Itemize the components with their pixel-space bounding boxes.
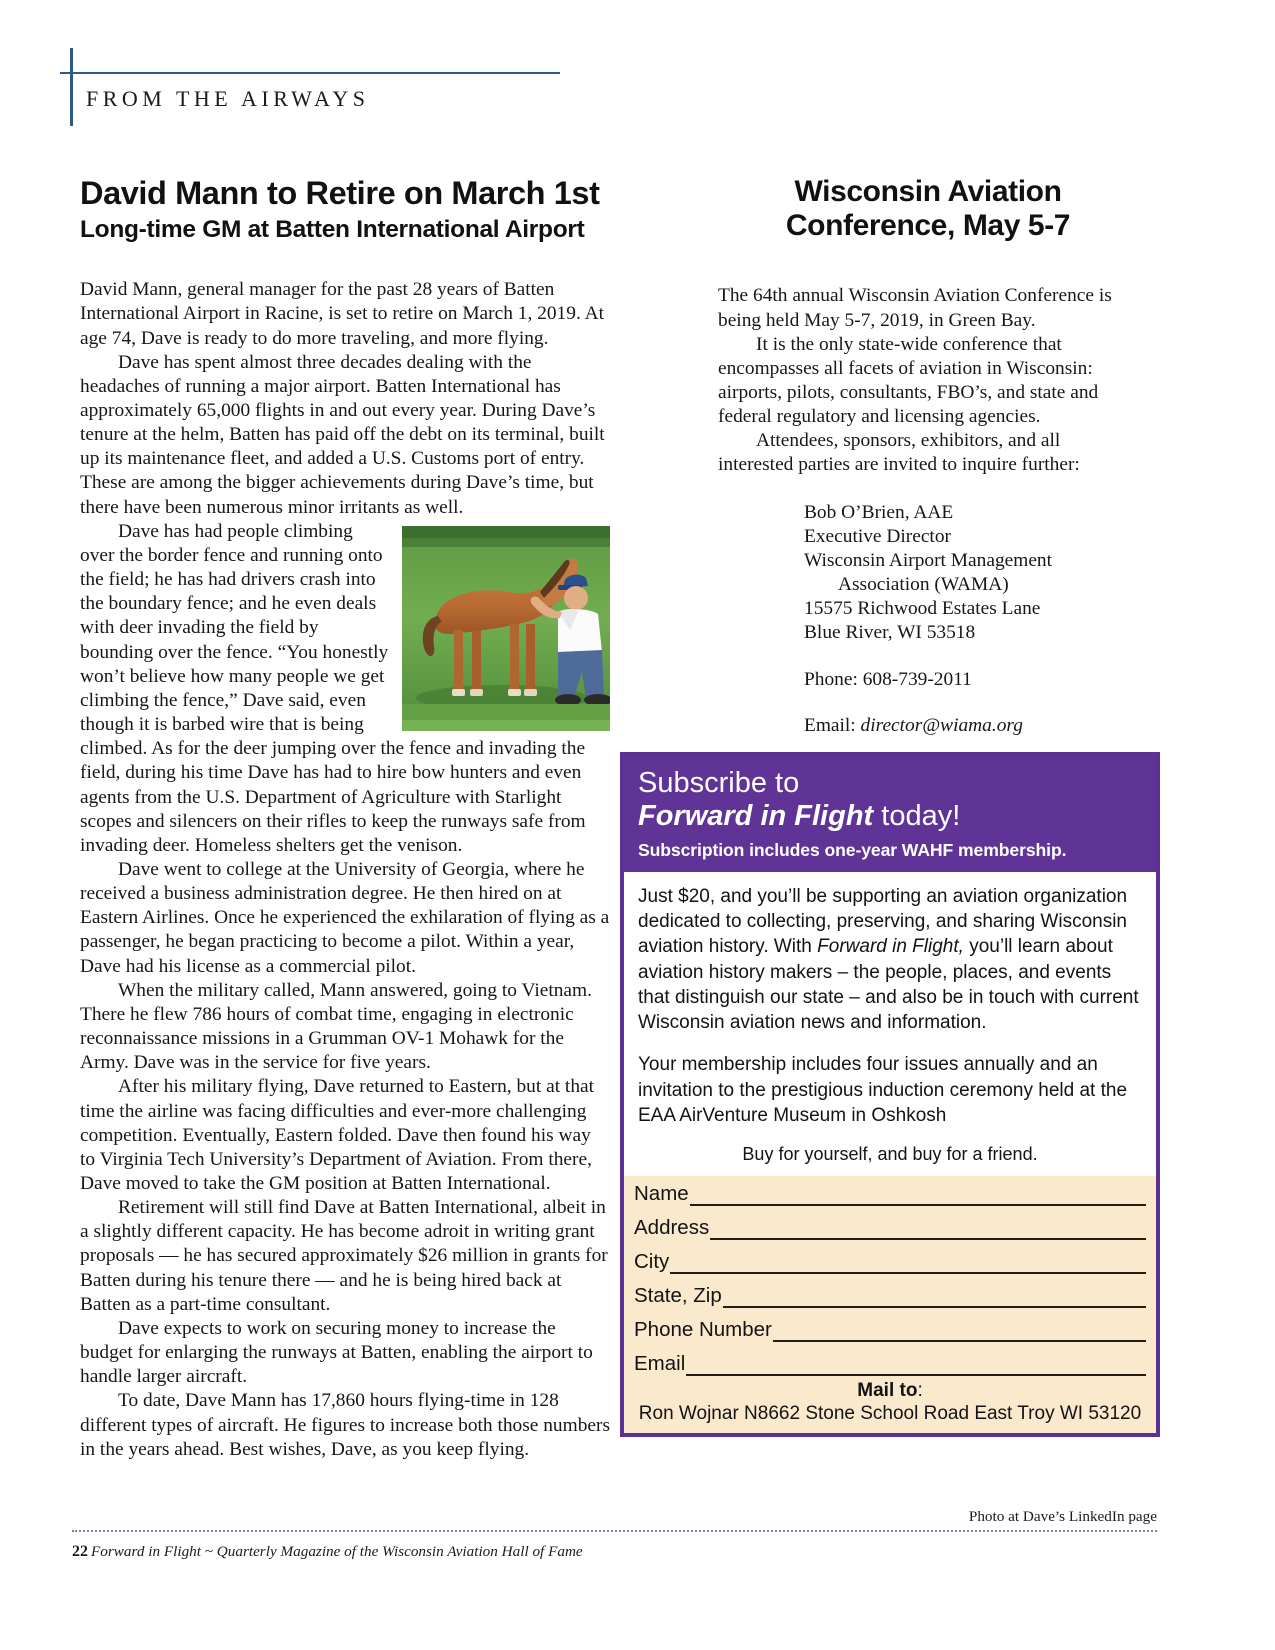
phone-input[interactable] bbox=[773, 1322, 1146, 1342]
masthead-vertical-rule bbox=[70, 48, 73, 126]
form-label-address: Address bbox=[634, 1216, 710, 1240]
contact-org-line1: Wisconsin Airport Management bbox=[804, 549, 1053, 571]
right-article-body bbox=[718, 284, 1138, 477]
subscribe-header-tail: today! bbox=[873, 800, 961, 833]
text-part: Just $20, and you’ll be supporting an aviation organization dedicated to collecting, preserving, and sharing Wisconsin aviation history. With bbox=[638, 885, 1128, 958]
form-row-phone[interactable] bbox=[634, 1318, 1146, 1342]
paragraph: David Mann, general manager for the past 28 years of Batten International Airport in Racine, is set to retire on March 1, 2019. At age 74, Dave is ready to do more traveling, and more flying. bbox=[80, 279, 604, 349]
contact-email-row bbox=[804, 714, 1138, 738]
form-label-state-zip: State, Zip bbox=[634, 1284, 722, 1308]
form-label-email: Email bbox=[634, 1352, 686, 1376]
paragraph: The 64th annual Wisconsin Aviation Conference is being held May 5-7, 2019, in Green Bay. bbox=[718, 285, 1112, 331]
paragraph: It is the only state-wide conference that encompasses all facets of aviation in Wisconsin: airports, pilots, consultants, FBO’s, and state and federal regulatory and licensing agencies. bbox=[718, 333, 1099, 428]
footer-divider bbox=[72, 1530, 1157, 1534]
contact-phone: Phone: 608-739-2011 bbox=[804, 668, 972, 690]
mail-to-address: Ron Wojnar N8662 Stone School Road East Troy WI 53120 bbox=[638, 1403, 1142, 1425]
form-row-state-zip[interactable] bbox=[634, 1284, 1146, 1308]
mail-to-heading bbox=[634, 1380, 1146, 1402]
paragraph: Attendees, sponsors, exhibitors, and all interested parties are invited to inquire further: bbox=[718, 430, 1080, 476]
left-article-subhead: Long-time GM at Batten International Airport bbox=[80, 216, 585, 244]
foal-and-man-photo bbox=[402, 526, 610, 731]
right-column bbox=[718, 175, 1138, 738]
spacer bbox=[804, 692, 1138, 714]
paragraph: When the military called, Mann answered, going to Vietnam. There he flew 786 hours of combat time, engaging in electronic reconnaissance missions in a Grumman OV-1 Mohawk for the Army. Dave was in the service for five years. bbox=[80, 979, 592, 1074]
text-part: you’ll learn about aviation history makers – the people, places, and events that distinguish our state – and also be in touch with current Wisconsin aviation news and information. bbox=[638, 936, 1139, 1034]
subscribe-cta: Buy for yourself, and buy for a friend. bbox=[624, 1138, 1156, 1176]
contact-email-label: Email: bbox=[804, 714, 861, 736]
contact-street: 15575 Richwood Estates Lane bbox=[804, 598, 1041, 620]
contact-email-value: director@wiama.org bbox=[860, 714, 1023, 736]
left-column bbox=[80, 175, 610, 1462]
footer-publication-line bbox=[72, 1543, 583, 1561]
paragraph: To date, Dave Mann has 17,860 hours flying-time in 128 different types of aircraft. He figures to increase both those numbers in the years ahead. Best wishes, Dave, as you keep flying. bbox=[80, 1390, 611, 1460]
paragraph: Retirement will still find Dave at Batten International, albeit in a slightly different capacity. He has become adroit in writing grant proposals — he has secured approximately $26 million in grants for Batten during his tenure there — and he is being hired back at Batten as a part-time consultant. bbox=[80, 1197, 608, 1315]
paragraph: Dave went to college at the University of Georgia, where he received a business administration degree. He then hired on at Eastern Airlines. Once he experienced the exhilaration of flying as a passenger, he began practicing to become a pilot. Within a year, Dave had his license as a commercial pilot. bbox=[80, 858, 610, 977]
paragraph: Dave expects to work on securing money to increase the budget for enlarging the runways at Batten, enabling the airport to handle larger aircraft. bbox=[80, 1317, 593, 1388]
paragraph: After his military flying, Dave returned to Eastern, but at that time the airline was facing difficulties and ever-more challenging competition. Eventually, Eastern folded. Dave then found his way to Virginia Tech University’s Department of Aviation. From there, Dave moved to take the GM position at Batten International. bbox=[80, 1076, 595, 1194]
subscribe-form bbox=[624, 1176, 1156, 1433]
section-label: FROM THE AIRWAYS bbox=[86, 86, 370, 111]
photo-credit: Photo at Dave’s LinkedIn page bbox=[968, 1508, 1157, 1525]
subscribe-header bbox=[624, 756, 1156, 872]
address-input[interactable] bbox=[710, 1220, 1146, 1240]
form-label-city: City bbox=[634, 1250, 670, 1274]
right-article-headline-line1: Wisconsin Aviation bbox=[794, 175, 1062, 208]
paragraph: Dave has spent almost three decades dealing with the headaches of running a major airport. Batten International has approximately 65,000 flights in and out every year. During Dave’s tenure at the helm, Batten has paid off the debt on its terminal, built up its maintenance fleet, and added a U.S. Customs port of entry. These are among the bigger achievements during Dave’s time, but there have been numerous minor irritants as well. bbox=[80, 351, 605, 518]
contact-name: Bob O’Brien, AAE bbox=[804, 501, 954, 523]
mail-to-colon: : bbox=[917, 1380, 923, 1402]
mail-to-label: Mail to bbox=[857, 1380, 918, 1402]
contact-title: Executive Director bbox=[804, 525, 951, 547]
city-input[interactable] bbox=[670, 1254, 1146, 1274]
magazine-title: Forward in Flight bbox=[638, 800, 874, 833]
article-photo bbox=[402, 526, 610, 731]
form-row-city[interactable] bbox=[634, 1250, 1146, 1274]
mail-to-block bbox=[634, 1378, 1146, 1429]
state-zip-input[interactable] bbox=[723, 1288, 1146, 1308]
form-label-name: Name bbox=[634, 1182, 689, 1206]
masthead-horizontal-rule bbox=[60, 72, 560, 74]
form-label-phone: Phone Number bbox=[634, 1318, 772, 1342]
email-input[interactable] bbox=[686, 1356, 1146, 1376]
subscribe-box bbox=[620, 752, 1160, 1437]
form-row-address[interactable] bbox=[634, 1216, 1146, 1240]
subscribe-header-line1: Subscribe to bbox=[638, 767, 800, 799]
masthead bbox=[70, 48, 560, 128]
spacer bbox=[804, 646, 1138, 668]
contact-org-line2: Association (WAMA) bbox=[838, 574, 1009, 596]
page-number: 22 bbox=[72, 1543, 88, 1560]
publication-title: Forward in Flight ~ Quarterly Magazine of the Wisconsin Aviation Hall of Fame bbox=[91, 1543, 583, 1560]
subscribe-header-line2 bbox=[638, 800, 1142, 832]
name-input[interactable] bbox=[690, 1186, 1146, 1206]
subscribe-body bbox=[624, 872, 1156, 1138]
magazine-title-inline: Forward in Flight, bbox=[817, 936, 964, 958]
contact-block bbox=[718, 501, 1138, 738]
left-article-headline: David Mann to Retire on March 1st bbox=[80, 175, 600, 211]
left-article-body bbox=[80, 278, 610, 1462]
right-article-headline-line2: Conference, May 5-7 bbox=[785, 209, 1071, 243]
contact-city-state-zip: Blue River, WI 53518 bbox=[804, 622, 976, 644]
form-row-name[interactable] bbox=[634, 1182, 1146, 1206]
paragraph: Dave has had people climbing over the border fence and running onto the field; he has had drivers crash into the boundary fence; and he even deals with deer invading the field by bounding over the fence. “You honestly won’t believe how many people we get climbing the fence,” Dave said, even though it is barbed wire that is being climbed. As for the deer jumping over the fence and invading the field, during his time Dave has had to hire bow hunters and even agents from the U.S. Department of Agriculture with Starlight scopes and silencers on their rifles to keep the runways safe from invading deer. Homeless shelters get the venison. bbox=[80, 520, 586, 856]
form-row-email[interactable] bbox=[634, 1352, 1146, 1376]
subscribe-paragraph-2: Your membership includes four issues annually and an invitation to the prestigious induction ceremony held at the EAA AirVenture Museum in Oshkosh bbox=[638, 1054, 1128, 1126]
subscribe-membership-note: Subscription includes one-year WAHF membership. bbox=[638, 839, 1067, 860]
subscribe-paragraph-1 bbox=[638, 884, 1142, 1036]
